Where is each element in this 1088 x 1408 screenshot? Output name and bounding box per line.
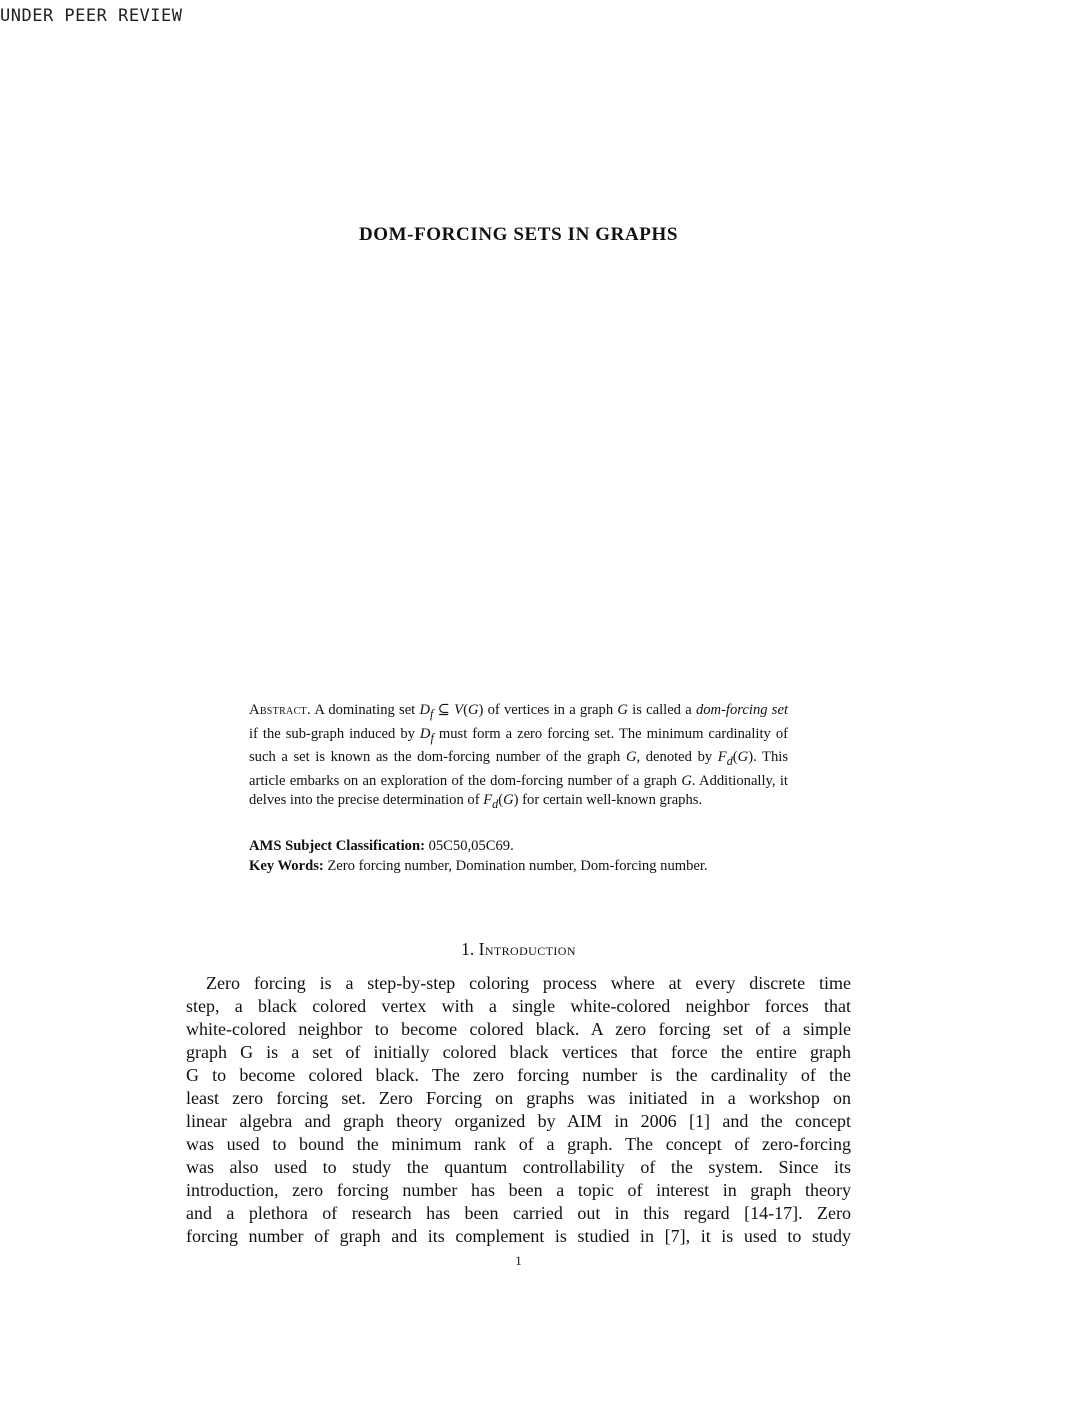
section-number: 1. (461, 939, 475, 959)
paragraph-line: G to become colored black. The zero forcing number is the cardinality of the (186, 1065, 851, 1085)
key-words (249, 857, 788, 877)
ams-label: AMS Subject Classification: (249, 838, 425, 854)
classification-and-keywords (249, 837, 788, 876)
key-words-value: Zero forcing number, Domination number, Dom-forcing number. (323, 857, 708, 874)
introduction-paragraph (186, 972, 851, 1248)
section-title: Introduction (478, 939, 576, 959)
peer-review-watermark: UNDER PEER REVIEW (0, 6, 183, 26)
paragraph-line: least zero forcing set. Zero Forcing on graphs was initiated in a workshop on (186, 1088, 851, 1108)
abstract-label: Abstract. (249, 702, 311, 718)
paragraph-line: graph G is a set of initially colored black vertices that force the entire graph (186, 1042, 851, 1062)
paragraph-line: Zero forcing is a step-by-step coloring process where at every discrete time (206, 973, 851, 993)
abstract: Abstract. A dominating set $D_f$ ⊆ V(G) of vertices in a graph G is called a dom-forcing set if the sub-graph induced by $D_f$ must form a zero forcing set. The minimum cardinality of such a set is known as the dom-forcing number of the graph G, denoted by $F_d(G)$. This article embarks on an exploration of the dom-forcing number of a graph G. Additionally, it delves into the precise determination of $F_d(G)$ for certain well-known graphs. (249, 702, 789, 811)
paragraph-line: white-colored neighbor to become colored black. A zero forcing set of a simple (186, 1019, 851, 1039)
key-words-label: Key Words: (249, 857, 324, 874)
paragraph-line: was used to bound the minimum rank of a graph. The concept of zero-forcing (186, 1134, 851, 1154)
ams-classification (249, 837, 788, 857)
paragraph-line: step, a black colored vertex with a single white-colored neighbor forces that (186, 996, 851, 1016)
paragraph-line: introduction, zero forcing number has been a topic of interest in graph theory (186, 1180, 851, 1200)
paragraph-line: forcing number of graph and its complement is studied in [7], it is used to study (186, 1226, 851, 1246)
ams-value: 05C50,05C69. (424, 838, 514, 854)
dom-forcing-set-term: dom-forcing set (695, 702, 788, 718)
paper-title: DOM-FORCING SETS IN GRAPHS (358, 224, 679, 245)
paragraph-line: was also used to study the quantum controllability of the system. Since its (186, 1157, 851, 1177)
paragraph-line: and a plethora of research has been carried out in this regard [14-17]. Zero (186, 1203, 851, 1223)
paragraph-line: linear algebra and graph theory organized by AIM in 2006 [1] and the concept (186, 1111, 851, 1131)
section-heading-introduction (0, 939, 1037, 960)
page-number: 1 (515, 1253, 522, 1268)
